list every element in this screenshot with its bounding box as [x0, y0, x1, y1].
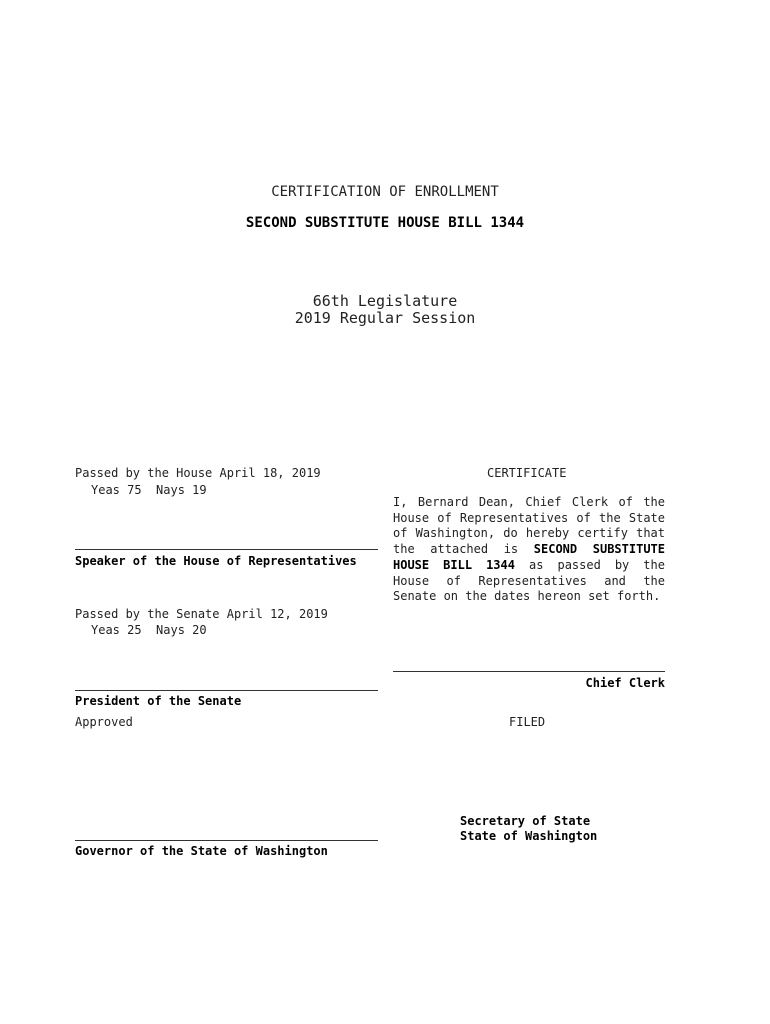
governor-signature-line — [75, 840, 378, 841]
session-label: 2019 Regular Session — [294, 309, 476, 327]
speaker-signature-line — [75, 549, 378, 550]
legislature-label: 66th Legislature — [312, 292, 458, 310]
chief-clerk-signature-line — [393, 671, 665, 672]
house-passed-text: Passed by the House April 18, 2019 — [75, 466, 321, 480]
certificate-text-before: I, Bernard Dean, Chief Clerk of the House of Representatives of the State of Washington, do hereby certify that the attached is — [393, 495, 665, 557]
filed-label: FILED — [509, 715, 546, 729]
certification-title: CERTIFICATION OF ENROLLMENT — [271, 184, 499, 200]
approved-label: Approved — [75, 715, 133, 729]
president-signature-line — [75, 690, 378, 691]
president-signatory-label: President of the Senate — [75, 694, 242, 708]
state-of-washington-label: State of Washington — [460, 829, 598, 843]
senate-passed-text: Passed by the Senate April 12, 2019 — [75, 607, 328, 621]
certificate-paragraph — [393, 495, 665, 605]
senate-vote-tally: Yeas 25 Nays 20 — [91, 623, 207, 637]
house-vote-tally: Yeas 75 Nays 19 — [91, 483, 207, 497]
secretary-of-state-label: Secretary of State — [460, 814, 591, 828]
certificate-bill-name: SECOND SUBSTITUTE HOUSE BILL 1344 — [393, 542, 665, 572]
certificate-text-after: as passed by the House of Representatives and the Senate on the dates hereon set forth. — [393, 557, 665, 604]
bill-title: SECOND SUBSTITUTE HOUSE BILL 1344 — [245, 215, 525, 231]
certificate-heading: CERTIFICATE — [487, 466, 567, 480]
speaker-signatory-label: Speaker of the House of Representatives — [75, 554, 357, 568]
governor-signatory-label: Governor of the State of Washington — [75, 844, 328, 858]
chief-clerk-signatory-label: Chief Clerk — [585, 676, 665, 690]
